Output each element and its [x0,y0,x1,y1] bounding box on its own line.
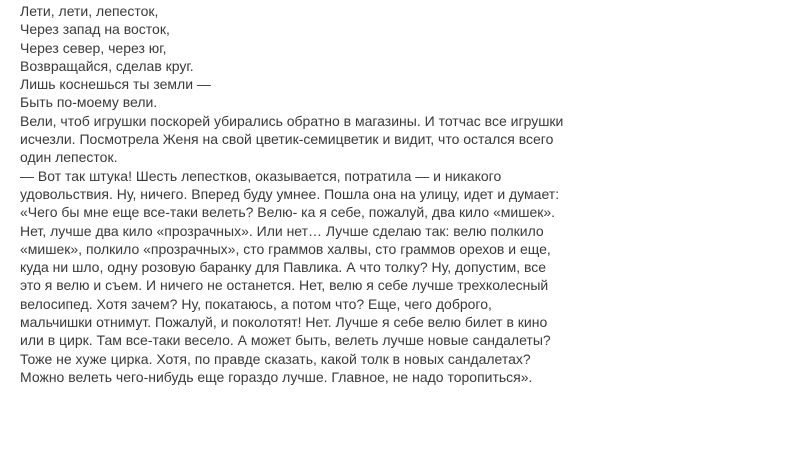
prose-line: «мишек», полкило «прозрачных», сто граммов халвы, сто граммов орехов и еще, [20,240,551,257]
poem-line: Через запад на восток, [20,21,170,38]
story-text [20,2,600,386]
prose-line: Нет, лучше два кило «прозрачных». Или нет… Лучше сделаю так: велю полкило [20,222,544,239]
prose-line: велосипед. Хотя зачем? Ну, покатаюсь, а потом что? Еще, чего доброго, [20,295,492,312]
prose-line: Вели, чтоб игрушки поскорей убирались обратно в магазины. И тотчас все игрушки [20,112,564,129]
prose-line: удовольствия. Ну, ничего. Вперед буду умнее. Пошла она на улицу, идет и думает: [20,185,560,202]
prose-line: это я велю и съем. И ничего не останется. Нет, велю я себе лучше трехколесный [20,277,549,294]
prose-line: или в цирк. Там все-таки весело. А может быть, велеть лучше новые сандалеты? [20,332,551,349]
poem-line: Возвращайся, сделав круг. [20,57,194,74]
poem-line: Лишь коснешься ты земли — [20,76,211,93]
prose-line: — Вот так штука! Шесть лепестков, оказывается, потратила — и никакого [20,167,502,184]
prose-line: «Чего бы мне еще все-таки велеть? Велю- ка я себе, пожалуй, два кило «мишек». [20,204,556,221]
prose-line: мальчишки отнимут. Пожалуй, и поколотят! Нет. Лучше я себе велю билет в кино [20,314,548,331]
poem-line: Через север, через юг, [20,39,167,56]
poem-line: Лети, лети, лепесток, [20,3,159,19]
prose-line: исчезли. Посмотрела Женя на свой цветик-семицветик и видит, что остался всего [20,131,554,148]
prose-line: Можно велеть чего-нибудь еще гораздо лучше. Главное, не надо торопиться». [20,368,533,385]
poem-line: Быть по-моему вели. [20,94,158,111]
prose-line: один лепесток. [20,149,118,166]
prose-line: куда ни шло, одну розовую баранку для Павлика. А что толку? Ну, допустим, все [20,259,547,276]
prose-line: Тоже не хуже цирка. Хотя, по правде сказать, какой толк в новых сандалетах? [20,350,531,367]
